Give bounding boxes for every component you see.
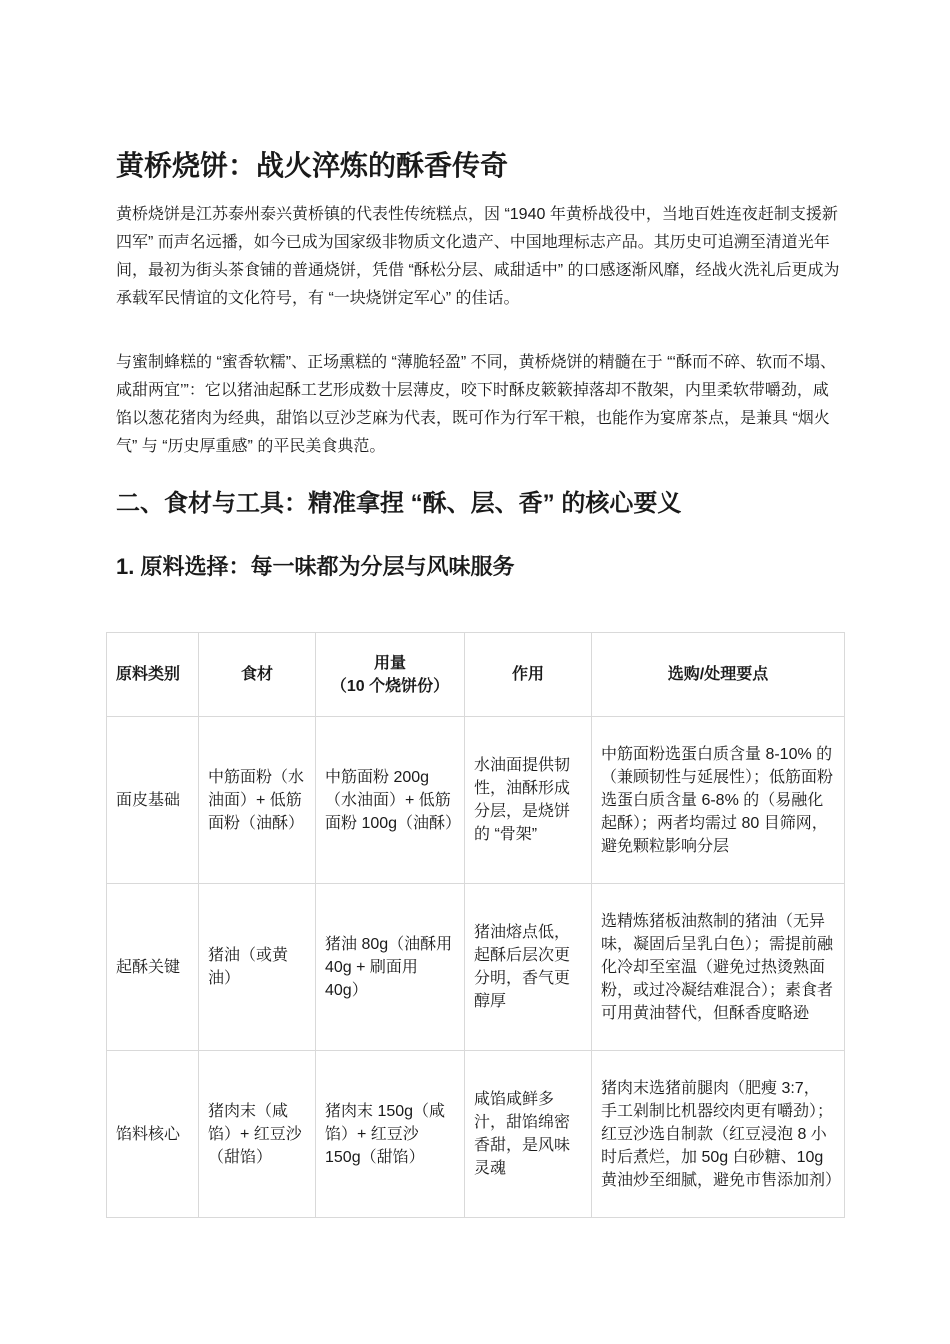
- table-row: [107, 1051, 845, 1218]
- cell-amount: 猪油 80g（油酥用 40g + 刷面用 40g）: [316, 884, 465, 1051]
- table-row: [107, 717, 845, 884]
- cell-category: 馅料核心: [107, 1051, 199, 1218]
- cell-category: 起酥关键: [107, 884, 199, 1051]
- intro-paragraph: 黄桥烧饼是江苏泰州泰兴黄桥镇的代表性传统糕点，因 “1940 年黄桥战役中，当地百姓连夜赶制支援新四军” 而声名远播，如今已成为国家级非物质文化遗产、中国地理标志产品。其历史可追溯至清道光年间，最初为街头茶食铺的普通烧饼，凭借 “酥松分层、咸甜适中” 的口感逐渐风靡，经战火洗礼后更成为承载军民情谊的文化符号，有 “一块烧饼定军心” 的佳话。: [116, 206, 840, 307]
- cell-amount: 中筋面粉 200g（水油面）+ 低筋面粉 100g（油酥）: [316, 717, 465, 884]
- cell-role: 咸馅咸鲜多汁，甜馅绵密香甜，是风味灵魂: [465, 1051, 592, 1218]
- cell-tips: 中筋面粉选蛋白质含量 8-10% 的（兼顾韧性与延展性）；低筋面粉选蛋白质含量 6-8% 的（易融化起酥）；两者均需过 80 目筛网，避免颗粒影响分层: [592, 717, 845, 884]
- cell-ingredient: 猪油（或黄油）: [199, 884, 316, 1051]
- header-amount-line2: （10 个烧饼份）: [330, 677, 450, 695]
- cell-role: 水油面提供韧性，油酥形成分层，是烧饼的 “骨架”: [465, 717, 592, 884]
- section-title: 二、食材与工具：精准拿捏 “酥、层、香” 的核心要义: [116, 490, 682, 517]
- subsection-title: 1. 原料选择：每一味都为分层与风味服务: [116, 554, 515, 579]
- table-header-row: [107, 633, 845, 717]
- article-title: 黄桥烧饼：战火淬炼的酥香传奇: [116, 150, 509, 181]
- header-amount-line1: 用量: [373, 654, 406, 672]
- cell-ingredient: 猪肉末（咸馅）+ 红豆沙（甜馅）: [199, 1051, 316, 1218]
- header-role: 作用: [465, 633, 592, 717]
- header-category: 原料类别: [107, 633, 199, 717]
- comparison-paragraph: 与蜜制蜂糕的 “蜜香软糯”、正场熏糕的 “薄脆轻盈” 不同，黄桥烧饼的精髓在于 “‘酥而不碎、软而不塌、咸甜两宜’”：它以猪油起酥工艺形成数十层薄皮，咬下时酥皮簌簌掉落却不散架，内里柔软带嚼劲，咸馅以葱花猪肉为经典，甜馅以豆沙芝麻为代表，既可作为行军干粮，也能作为宴席茶点，是兼具 “烟火气” 与 “历史厚重感” 的平民美食典范。: [116, 354, 836, 455]
- cell-amount: 猪肉末 150g（咸馅）+ 红豆沙 150g（甜馅）: [316, 1051, 465, 1218]
- cell-ingredient: 中筋面粉（水油面）+ 低筋面粉（油酥）: [199, 717, 316, 884]
- cell-category: 面皮基础: [107, 717, 199, 884]
- cell-tips: 猪肉末选猪前腿肉（肥瘦 3:7，手工剁制比机器绞肉更有嚼劲）；红豆沙选自制款（红豆浸泡 8 小时后煮烂，加 50g 白砂糖、10g 黄油炒至细腻，避免市售添加剂）: [592, 1051, 845, 1218]
- ingredients-table: [106, 632, 845, 1218]
- header-amount: [316, 633, 465, 717]
- cell-tips: 选精炼猪板油熬制的猪油（无异味，凝固后呈乳白色）；需提前融化冷却至室温（避免过热烫熟面粉，或过冷凝结难混合）；素食者可用黄油替代，但酥香度略逊: [592, 884, 845, 1051]
- header-ingredient: 食材: [199, 633, 316, 717]
- header-tips: 选购/处理要点: [592, 633, 845, 717]
- cell-role: 猪油熔点低，起酥后层次更分明，香气更醇厚: [465, 884, 592, 1051]
- table-row: [107, 884, 845, 1051]
